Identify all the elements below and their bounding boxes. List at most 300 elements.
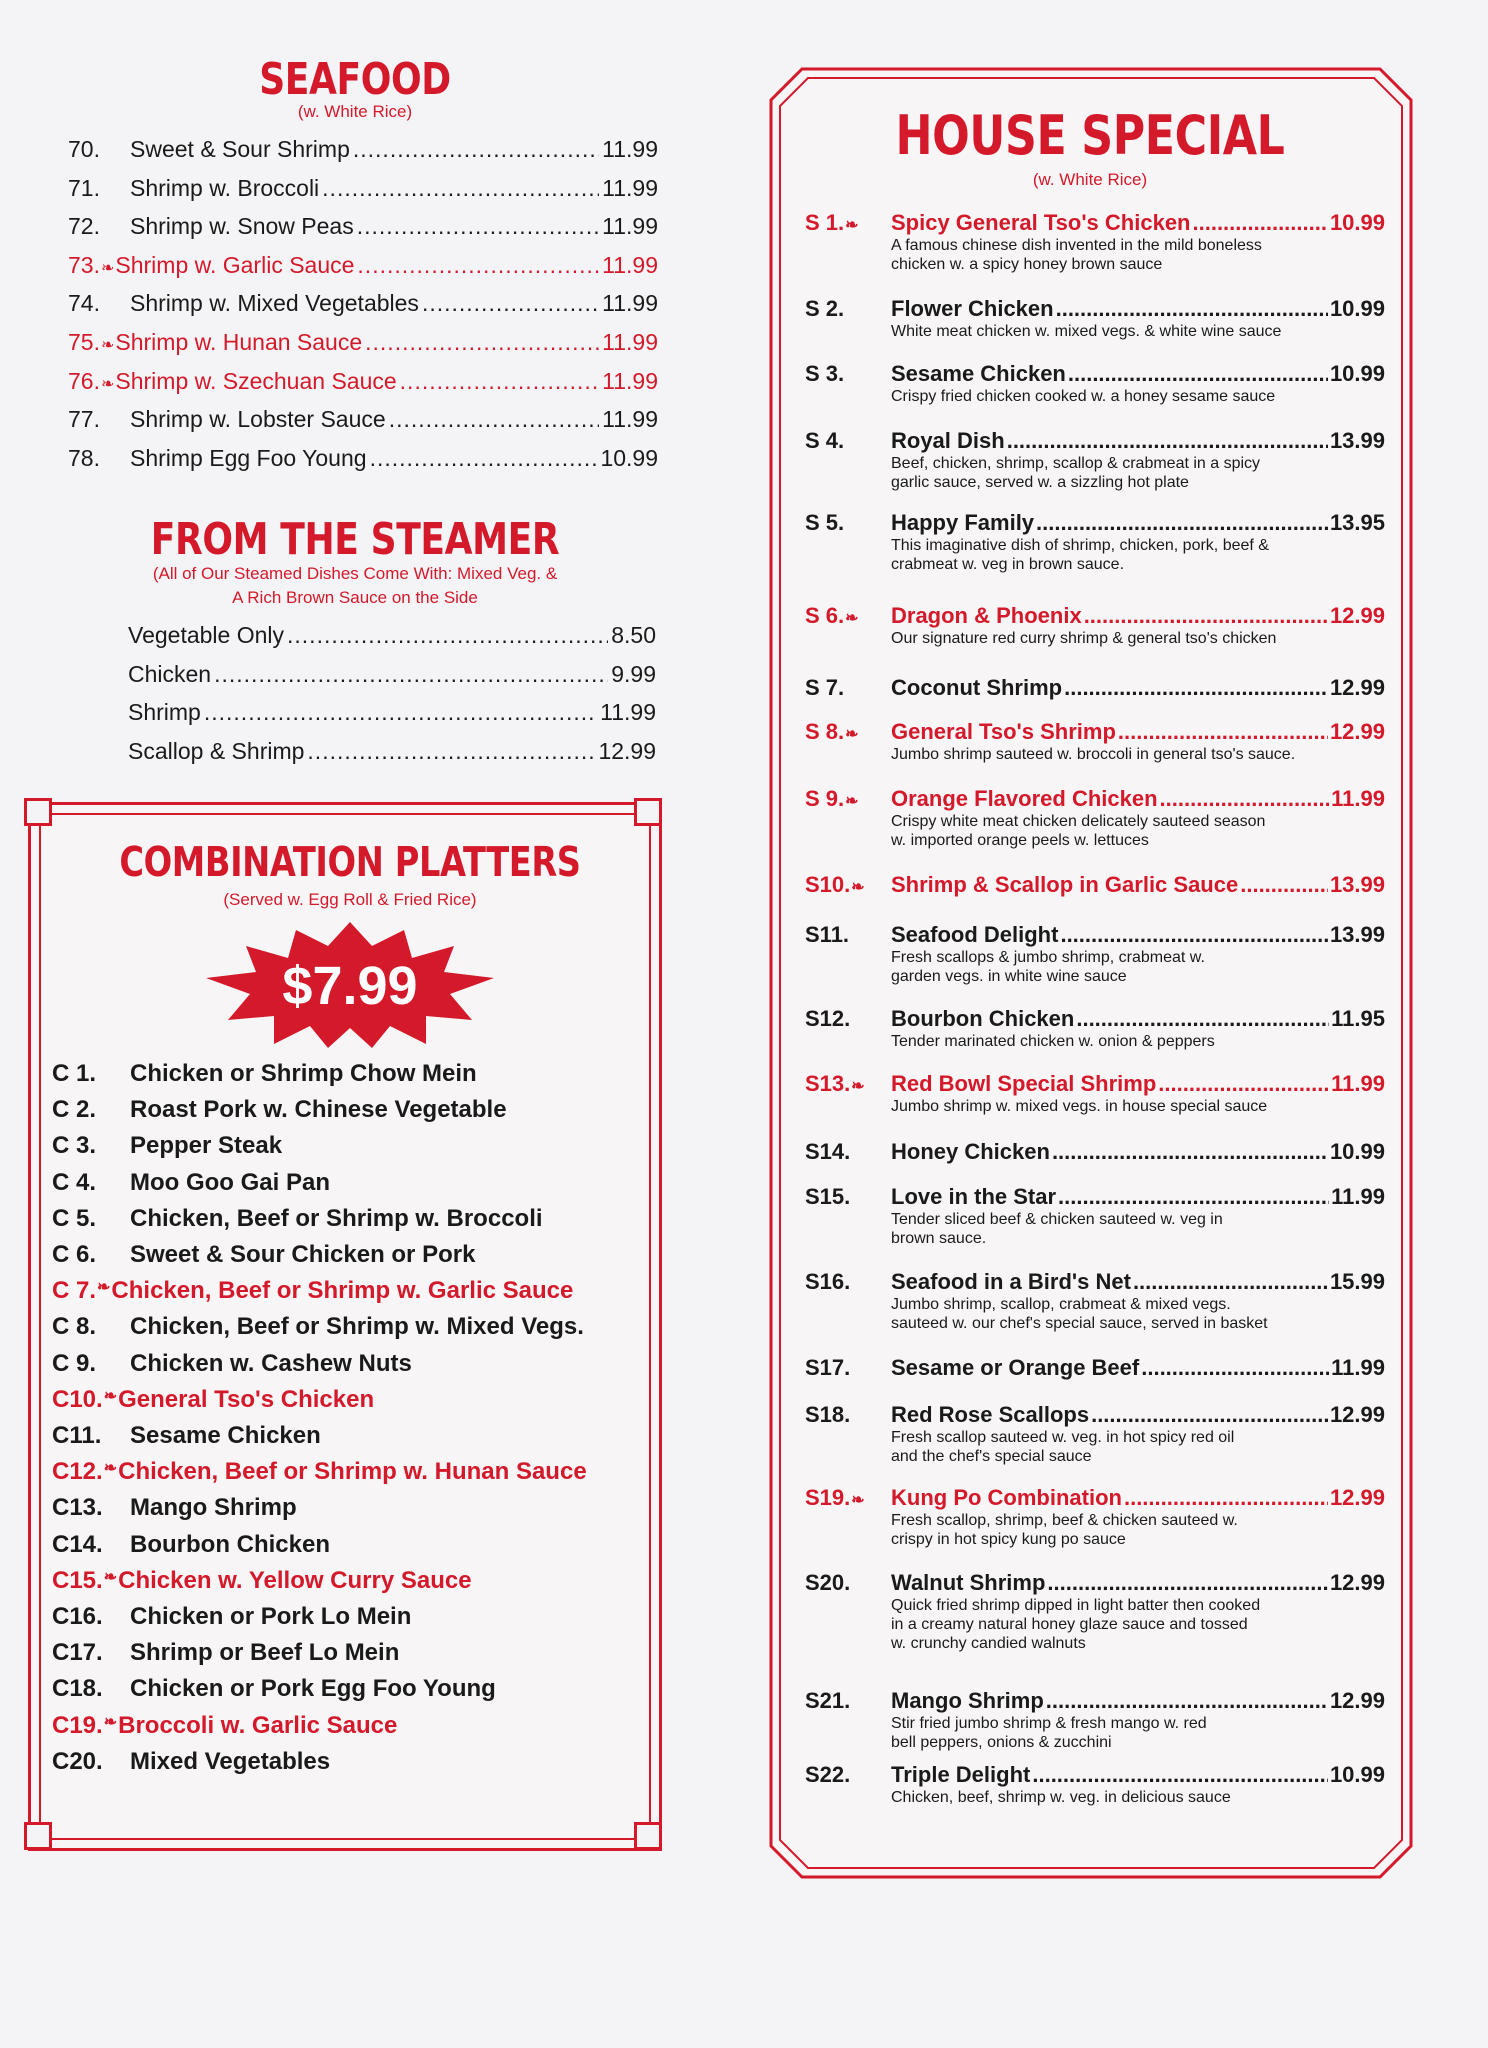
item-number-cell bbox=[805, 1570, 891, 1596]
item-description bbox=[891, 387, 1371, 406]
menu-item[interactable] bbox=[805, 296, 1385, 341]
item-number: 73. bbox=[68, 251, 100, 278]
item-number-cell bbox=[805, 719, 891, 745]
item-price: 11.99 bbox=[602, 174, 658, 201]
item-name: Chicken bbox=[128, 660, 212, 687]
item-price: 10.99 bbox=[1329, 361, 1385, 386]
item-line bbox=[805, 1071, 1385, 1097]
item-price: 12.99 bbox=[1329, 1688, 1385, 1713]
item-name: Shrimp Egg Foo Young bbox=[130, 444, 367, 471]
menu-item[interactable] bbox=[805, 603, 1385, 648]
house-special-title: HOUSE SPECIAL bbox=[895, 104, 1285, 167]
item-line bbox=[805, 1269, 1385, 1295]
description-line: Beef, chicken, shrimp, scallop & crabmeat in a spicy bbox=[891, 455, 1261, 472]
item-name: Red Rose Scallops bbox=[891, 1402, 1090, 1427]
item-number-cell bbox=[805, 1006, 891, 1032]
item-number-cell bbox=[805, 1184, 891, 1210]
item-number: S 3. bbox=[805, 361, 845, 386]
frame-corner bbox=[24, 1822, 52, 1850]
menu-item[interactable] bbox=[128, 738, 656, 765]
price-burst bbox=[204, 920, 496, 1050]
description-line: A famous chinese dish invented in the mild boneless bbox=[891, 237, 1262, 254]
item-line bbox=[805, 719, 1385, 745]
description-line: crispy in hot spicy kung po sauce bbox=[891, 1531, 1126, 1548]
menu-item[interactable] bbox=[805, 1006, 1385, 1051]
item-price: 9.99 bbox=[611, 660, 656, 687]
item-description bbox=[891, 1032, 1371, 1051]
item-number: C18. bbox=[52, 1675, 103, 1703]
menu-item[interactable] bbox=[52, 1748, 330, 1776]
item-number: S14. bbox=[805, 1139, 851, 1164]
dot-leader bbox=[400, 368, 599, 395]
item-name: Shrimp bbox=[128, 699, 201, 726]
item-name: Bourbon Chicken bbox=[130, 1530, 331, 1558]
menu-item[interactable] bbox=[52, 1313, 584, 1341]
item-number-cell bbox=[805, 872, 891, 898]
item-name: Shrimp w. Mixed Vegetables bbox=[130, 290, 419, 317]
item-number: S 2. bbox=[805, 296, 845, 321]
menu-item[interactable] bbox=[52, 1205, 543, 1233]
item-number-cell bbox=[805, 1762, 891, 1788]
dot-leader bbox=[357, 252, 599, 279]
dot-leader bbox=[1056, 296, 1328, 322]
menu-item[interactable] bbox=[52, 1277, 573, 1305]
pepper-icon: ❧ bbox=[851, 1078, 865, 1095]
item-number: S13. bbox=[805, 1071, 851, 1096]
item-number-cell bbox=[805, 1355, 891, 1381]
menu-item[interactable] bbox=[805, 510, 1385, 574]
description-line: bell peppers, onions & zucchini bbox=[891, 1734, 1112, 1751]
dot-leader bbox=[1076, 1006, 1329, 1032]
description-line: This imaginative dish of shrimp, chicken, pork, beef & bbox=[891, 537, 1269, 554]
menu-item[interactable] bbox=[805, 428, 1385, 492]
menu-item[interactable] bbox=[805, 1485, 1385, 1549]
menu-item[interactable] bbox=[68, 329, 658, 356]
dot-leader bbox=[1060, 922, 1327, 948]
description-line: Our signature red curry shrimp & general tso's chicken bbox=[891, 630, 1277, 647]
item-number: S15. bbox=[805, 1184, 851, 1209]
item-number: C19. bbox=[52, 1711, 103, 1739]
dot-leader bbox=[1047, 1570, 1328, 1596]
item-number-cell bbox=[805, 210, 891, 236]
menu-item[interactable] bbox=[805, 1762, 1385, 1807]
item-name: Sesame Chicken bbox=[130, 1422, 321, 1449]
dot-leader bbox=[214, 661, 608, 688]
item-description bbox=[891, 1097, 1371, 1116]
menu-item[interactable] bbox=[805, 1184, 1385, 1248]
dot-leader bbox=[1058, 1184, 1329, 1210]
description-line: Tender sliced beef & chicken sauteed w. veg in bbox=[891, 1211, 1223, 1228]
item-line bbox=[805, 603, 1385, 629]
item-description bbox=[891, 1714, 1371, 1752]
item-number-cell bbox=[805, 1269, 891, 1295]
item-price: 12.99 bbox=[1329, 1402, 1385, 1427]
menu-item[interactable] bbox=[805, 1269, 1385, 1333]
menu-item[interactable] bbox=[52, 1567, 472, 1595]
item-price: 8.50 bbox=[611, 622, 656, 648]
item-name: Broccoli w. Garlic Sauce bbox=[118, 1711, 398, 1739]
menu-item[interactable] bbox=[68, 290, 658, 317]
pepper-icon: ❧ bbox=[100, 337, 115, 354]
pepper-icon: ❧ bbox=[103, 1460, 118, 1478]
combination-subtitle: (Served w. Egg Roll & Fried Rice) bbox=[223, 890, 477, 909]
item-line bbox=[805, 1355, 1385, 1381]
item-number-cell bbox=[805, 510, 891, 536]
dot-leader bbox=[1091, 1402, 1328, 1428]
description-line: Chicken, beef, shrimp w. veg. in delicious sauce bbox=[891, 1789, 1231, 1806]
item-description bbox=[891, 948, 1371, 986]
item-price: 11.99 bbox=[602, 136, 658, 162]
item-name: Chicken, Beef or Shrimp w. Hunan Sauce bbox=[118, 1458, 587, 1486]
menu-item[interactable] bbox=[805, 361, 1385, 406]
item-line bbox=[805, 786, 1385, 812]
item-line bbox=[805, 675, 1385, 701]
dot-leader bbox=[1133, 1269, 1328, 1295]
description-line: in a creamy natural honey glaze sauce and tossed bbox=[891, 1616, 1248, 1633]
item-price: 12.99 bbox=[1329, 719, 1385, 744]
dot-leader bbox=[1007, 428, 1328, 454]
menu-item[interactable] bbox=[128, 661, 656, 688]
item-line bbox=[805, 210, 1385, 236]
item-line bbox=[805, 296, 1385, 322]
menu-item[interactable] bbox=[52, 1603, 411, 1631]
menu-item[interactable] bbox=[68, 136, 658, 163]
combination-price: $7.99 bbox=[282, 956, 418, 1016]
item-number-cell bbox=[805, 786, 891, 812]
dot-leader bbox=[1032, 1762, 1328, 1788]
item-number: S17. bbox=[805, 1355, 851, 1380]
item-name: Chicken w. Yellow Curry Sauce bbox=[118, 1566, 472, 1594]
item-number: 74. bbox=[68, 290, 100, 317]
menu-item[interactable] bbox=[805, 1402, 1385, 1466]
dot-leader bbox=[1240, 872, 1328, 898]
item-line bbox=[805, 1006, 1385, 1032]
item-number: C16. bbox=[52, 1603, 103, 1630]
item-line bbox=[805, 1570, 1385, 1596]
description-line: Fresh scallop, shrimp, beef & chicken sauteed w. bbox=[891, 1512, 1238, 1529]
item-price: 11.99 bbox=[1331, 1071, 1385, 1096]
item-number: S 5. bbox=[805, 510, 845, 535]
dot-leader bbox=[1052, 1139, 1328, 1165]
menu-item[interactable] bbox=[52, 1458, 587, 1486]
item-price: 13.99 bbox=[1329, 872, 1385, 897]
menu-item[interactable] bbox=[805, 675, 1385, 701]
item-line bbox=[805, 428, 1385, 454]
item-number: C10. bbox=[52, 1385, 103, 1413]
item-name: Red Bowl Special Shrimp bbox=[891, 1071, 1157, 1096]
item-name: Sesame Chicken bbox=[891, 361, 1066, 386]
description-line: chicken w. a spicy honey brown sauce bbox=[891, 256, 1163, 273]
item-number: S10. bbox=[805, 872, 851, 897]
menu-item[interactable] bbox=[805, 786, 1385, 850]
dot-leader bbox=[322, 175, 599, 202]
menu-item[interactable] bbox=[805, 210, 1385, 274]
item-number: C14. bbox=[52, 1530, 103, 1558]
item-price: 15.99 bbox=[1329, 1269, 1385, 1294]
steamer-subtitle-line2: A Rich Brown Sauce on the Side bbox=[232, 588, 478, 607]
menu-item[interactable] bbox=[805, 1139, 1385, 1165]
menu-item[interactable] bbox=[68, 406, 658, 433]
item-number: S12. bbox=[805, 1006, 851, 1031]
menu-item[interactable] bbox=[52, 1096, 507, 1124]
item-description bbox=[891, 1210, 1371, 1248]
item-name: Mango Shrimp bbox=[130, 1494, 297, 1522]
pepper-icon: ❧ bbox=[103, 1568, 118, 1586]
dot-leader bbox=[353, 136, 599, 163]
pepper-icon: ❧ bbox=[845, 793, 859, 810]
item-description bbox=[891, 1511, 1371, 1549]
item-name: Sesame or Orange Beef bbox=[891, 1355, 1140, 1380]
dot-leader bbox=[1046, 1688, 1328, 1714]
description-line: Crispy white meat chicken delicately sauteed season bbox=[891, 813, 1266, 830]
item-number: 78. bbox=[68, 444, 100, 471]
menu-item[interactable] bbox=[805, 1688, 1385, 1752]
item-number: 72. bbox=[68, 213, 100, 240]
menu-item[interactable] bbox=[68, 445, 658, 472]
dot-leader bbox=[1124, 1485, 1328, 1511]
seafood-title: SEAFOOD bbox=[259, 54, 451, 105]
menu-item[interactable] bbox=[68, 175, 658, 202]
item-number: 76. bbox=[68, 367, 100, 394]
item-number: S22. bbox=[805, 1762, 851, 1787]
item-name: Chicken or Shrimp Chow Mein bbox=[130, 1060, 477, 1087]
item-name: Roast Pork w. Chinese Vegetable bbox=[130, 1096, 507, 1124]
item-price: 10.99 bbox=[1329, 1139, 1385, 1164]
item-price: 11.99 bbox=[602, 290, 658, 317]
menu-item[interactable] bbox=[52, 1060, 477, 1088]
item-name: Shrimp w. Broccoli bbox=[130, 174, 320, 201]
menu-item[interactable] bbox=[805, 1071, 1385, 1116]
item-name: Shrimp w. Hunan Sauce bbox=[115, 329, 363, 355]
item-number-cell bbox=[805, 1402, 891, 1428]
item-number: C13. bbox=[52, 1494, 103, 1522]
item-price: 11.95 bbox=[1331, 1006, 1385, 1031]
pepper-icon: ❧ bbox=[103, 1713, 118, 1731]
item-number: C12. bbox=[52, 1458, 103, 1486]
dot-leader bbox=[1193, 210, 1328, 236]
description-line: Fresh scallops & jumbo shrimp, crabmeat w. bbox=[891, 949, 1205, 966]
item-name: Pepper Steak bbox=[130, 1132, 283, 1160]
item-line bbox=[805, 510, 1385, 536]
description-line: w. crunchy candied walnuts bbox=[891, 1635, 1086, 1652]
dot-leader bbox=[1084, 603, 1328, 629]
menu-item[interactable] bbox=[52, 1422, 321, 1450]
item-price: 11.99 bbox=[602, 406, 658, 433]
menu-item[interactable] bbox=[128, 699, 656, 726]
menu-item[interactable] bbox=[52, 1675, 496, 1703]
item-name: Chicken, Beef or Shrimp w. Garlic Sauce bbox=[111, 1277, 574, 1305]
item-price: 12.99 bbox=[1329, 603, 1385, 628]
steamer-title: FROM THE STEAMER bbox=[150, 514, 560, 565]
item-price: 11.99 bbox=[602, 213, 658, 240]
pepper-icon: ❧ bbox=[845, 726, 859, 743]
dot-leader bbox=[1160, 786, 1330, 812]
item-name: Love in the Star bbox=[891, 1184, 1057, 1209]
pepper-icon: ❧ bbox=[851, 1492, 865, 1509]
item-line bbox=[805, 922, 1385, 948]
item-price: 13.99 bbox=[1329, 922, 1385, 947]
item-name: Spicy General Tso's Chicken bbox=[891, 210, 1191, 235]
item-number: S 6. bbox=[805, 603, 845, 628]
item-description bbox=[891, 536, 1371, 574]
description-line: White meat chicken w. mixed vegs. & white wine sauce bbox=[891, 323, 1282, 340]
item-price: 13.99 bbox=[1329, 428, 1385, 453]
item-name: Chicken or Pork Egg Foo Young bbox=[130, 1675, 496, 1703]
item-price: 10.99 bbox=[600, 444, 658, 471]
item-line bbox=[805, 1485, 1385, 1511]
item-description bbox=[891, 745, 1371, 764]
item-name: Shrimp w. Garlic Sauce bbox=[115, 251, 355, 278]
item-number: C 2. bbox=[52, 1096, 97, 1124]
item-name: Mango Shrimp bbox=[891, 1688, 1044, 1713]
item-name: Chicken, Beef or Shrimp w. Broccoli bbox=[130, 1204, 543, 1232]
item-number: S16. bbox=[805, 1269, 851, 1294]
menu-item[interactable] bbox=[805, 922, 1385, 986]
item-name: Shrimp or Beef Lo Mein bbox=[130, 1639, 400, 1667]
menu-item[interactable] bbox=[68, 252, 658, 279]
pepper-icon: ❧ bbox=[851, 879, 865, 896]
item-number: C 3. bbox=[52, 1132, 97, 1160]
item-number: S 8. bbox=[805, 719, 845, 744]
item-number-cell bbox=[805, 296, 891, 322]
description-line: brown sauce. bbox=[891, 1230, 987, 1247]
menu-item[interactable] bbox=[805, 719, 1385, 764]
pepper-icon: ❧ bbox=[100, 259, 115, 277]
item-number: S19. bbox=[805, 1485, 851, 1510]
item-price: 11.99 bbox=[600, 699, 656, 726]
pepper-icon: ❧ bbox=[100, 375, 115, 393]
description-line: garlic sauce, served w. a sizzling hot plate bbox=[891, 474, 1189, 491]
menu-item[interactable] bbox=[68, 213, 658, 240]
item-name: Royal Dish bbox=[891, 428, 1005, 453]
item-name: General Tso's Chicken bbox=[118, 1385, 375, 1413]
item-number: C17. bbox=[52, 1639, 103, 1667]
item-description bbox=[891, 1295, 1371, 1333]
item-price: 11.99 bbox=[1331, 1184, 1385, 1209]
menu-item[interactable] bbox=[52, 1386, 374, 1414]
menu-item[interactable] bbox=[52, 1639, 399, 1667]
item-number-cell bbox=[805, 922, 891, 948]
item-name: Chicken or Pork Lo Mein bbox=[130, 1603, 412, 1630]
item-line bbox=[805, 1184, 1385, 1210]
item-number: C15. bbox=[52, 1566, 103, 1594]
item-number: S20. bbox=[805, 1570, 851, 1595]
item-number-cell bbox=[805, 1688, 891, 1714]
menu-item[interactable] bbox=[52, 1712, 397, 1740]
item-name: Seafood Delight bbox=[891, 922, 1059, 947]
item-line bbox=[805, 1402, 1385, 1428]
item-name: Chicken w. Cashew Nuts bbox=[130, 1349, 412, 1377]
item-number: C 5. bbox=[52, 1204, 97, 1232]
item-name: Mixed Vegetables bbox=[130, 1747, 331, 1775]
item-name: Dragon & Phoenix bbox=[891, 603, 1082, 628]
dot-leader bbox=[370, 445, 598, 472]
item-name: Shrimp & Scallop in Garlic Sauce bbox=[891, 872, 1239, 897]
menu-item[interactable] bbox=[805, 1570, 1385, 1653]
item-description bbox=[891, 236, 1371, 274]
menu-item[interactable] bbox=[52, 1132, 282, 1160]
item-line bbox=[805, 872, 1385, 898]
description-line: Stir fried jumbo shrimp & fresh mango w. red bbox=[891, 1715, 1207, 1732]
item-price: 12.99 bbox=[1329, 1570, 1385, 1595]
item-number: S 4. bbox=[805, 428, 845, 453]
pepper-icon: ❧ bbox=[845, 217, 859, 234]
description-line: and the chef's special sauce bbox=[891, 1448, 1092, 1465]
item-price: 11.99 bbox=[602, 251, 658, 278]
description-line: w. imported orange peels w. lettuces bbox=[891, 832, 1149, 849]
item-number-cell bbox=[805, 361, 891, 387]
item-price: 12.99 bbox=[598, 737, 656, 764]
description-line: Tender marinated chicken w. onion & peppers bbox=[891, 1033, 1215, 1050]
description-line: sauteed w. our chef's special sauce, served in basket bbox=[891, 1315, 1268, 1332]
item-number: 70. bbox=[68, 136, 100, 162]
steamer-subtitle-line1: (All of Our Steamed Dishes Come With: Mixed Veg. & bbox=[152, 564, 558, 583]
item-name: Vegetable Only bbox=[128, 622, 285, 648]
item-name: Shrimp w. Snow Peas bbox=[130, 213, 354, 240]
menu-item[interactable] bbox=[52, 1531, 330, 1559]
item-number: S 1. bbox=[805, 210, 845, 235]
item-number: S 7. bbox=[805, 675, 845, 700]
pepper-icon: ❧ bbox=[97, 1279, 111, 1297]
dot-leader bbox=[389, 406, 599, 433]
item-number: 77. bbox=[68, 406, 100, 433]
menu-item[interactable] bbox=[52, 1494, 297, 1522]
item-price: 10.99 bbox=[1329, 210, 1385, 235]
item-number: S18. bbox=[805, 1402, 851, 1427]
menu-item[interactable] bbox=[128, 622, 656, 649]
item-name: Flower Chicken bbox=[891, 296, 1054, 321]
item-number: 71. bbox=[68, 174, 100, 201]
item-number: C 1. bbox=[52, 1060, 97, 1087]
menu-item[interactable] bbox=[68, 368, 658, 395]
item-name: Sweet & Sour Chicken or Pork bbox=[130, 1241, 476, 1268]
item-price: 11.99 bbox=[602, 329, 658, 355]
item-name: Chicken, Beef or Shrimp w. Mixed Vegs. bbox=[130, 1313, 584, 1341]
dot-leader bbox=[307, 738, 595, 765]
item-name: Shrimp w. Szechuan Sauce bbox=[115, 367, 397, 394]
menu-item[interactable] bbox=[805, 1355, 1385, 1381]
item-price: 12.99 bbox=[1329, 675, 1385, 700]
item-name: Triple Delight bbox=[891, 1762, 1031, 1787]
item-name: Honey Chicken bbox=[891, 1139, 1050, 1164]
frame-corner bbox=[634, 798, 662, 826]
item-number-cell bbox=[805, 1485, 891, 1511]
menu-item[interactable] bbox=[805, 872, 1385, 898]
item-name: Kung Po Combination bbox=[891, 1485, 1122, 1510]
house-special-subtitle: (w. White Rice) bbox=[1032, 170, 1148, 189]
item-name: Orange Flavored Chicken bbox=[891, 786, 1158, 811]
item-name: Seafood in a Bird's Net bbox=[891, 1269, 1131, 1294]
item-name: General Tso's Shrimp bbox=[891, 719, 1116, 744]
menu-item[interactable] bbox=[52, 1350, 412, 1378]
item-name: Walnut Shrimp bbox=[891, 1570, 1046, 1595]
dot-leader bbox=[1158, 1071, 1329, 1097]
menu-item[interactable] bbox=[52, 1241, 475, 1269]
item-description bbox=[891, 812, 1371, 850]
menu-item[interactable] bbox=[52, 1169, 330, 1197]
item-number: C 9. bbox=[52, 1349, 97, 1377]
seafood-subtitle: (w. White Rice) bbox=[297, 102, 413, 121]
item-number: S21. bbox=[805, 1688, 851, 1713]
dot-leader bbox=[357, 213, 599, 240]
description-line: garden vegs. in white wine sauce bbox=[891, 968, 1127, 985]
item-name: Bourbon Chicken bbox=[891, 1006, 1075, 1031]
frame-corner bbox=[24, 798, 52, 826]
item-line bbox=[805, 361, 1385, 387]
item-number-cell bbox=[805, 1071, 891, 1097]
item-description bbox=[891, 629, 1371, 648]
frame-corner bbox=[634, 1822, 662, 1850]
